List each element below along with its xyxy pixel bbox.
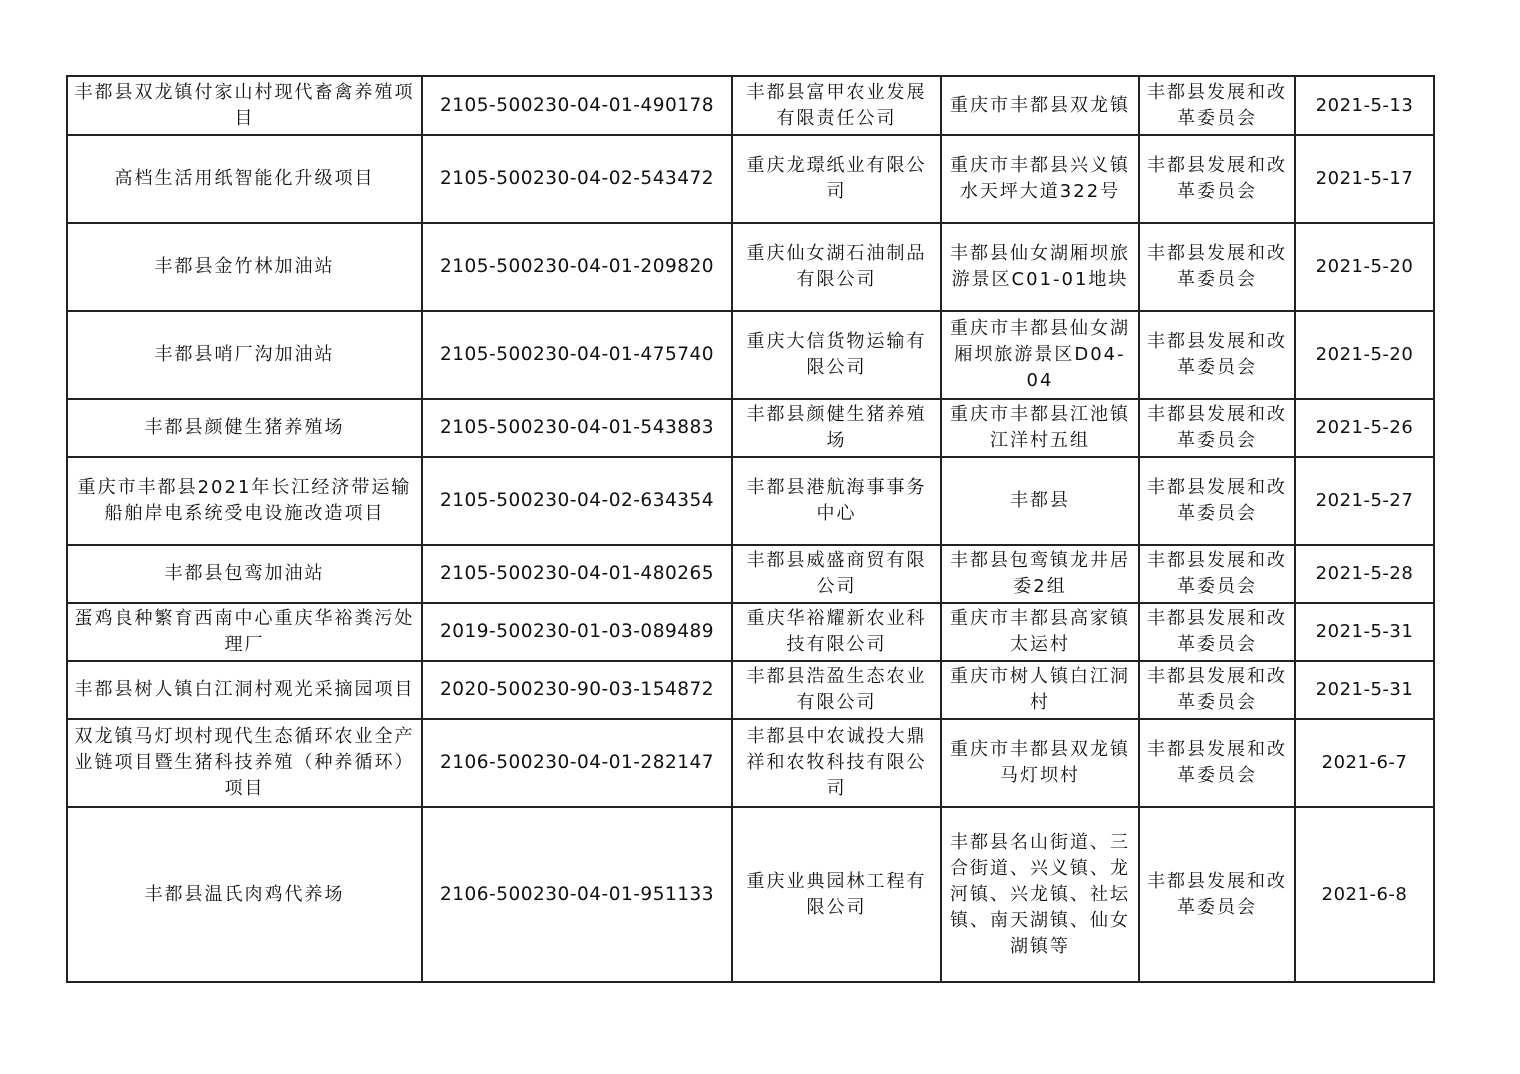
project-code-cell: 2105-500230-04-01-480265 <box>422 545 732 603</box>
company-cell: 丰都县浩盈生态农业有限公司 <box>732 661 941 719</box>
table-row <box>67 76 1434 135</box>
table-row <box>67 603 1434 661</box>
location-cell: 丰都县仙女湖厢坝旅游景区C01-01地块 <box>941 223 1139 311</box>
location-cell: 丰都县名山街道、三合街道、兴义镇、龙河镇、兴龙镇、社坛镇、南天湖镇、仙女湖镇等 <box>941 807 1139 982</box>
table-row <box>67 223 1434 311</box>
location-cell: 重庆市丰都县兴义镇水天坪大道322号 <box>941 135 1139 223</box>
table-row <box>67 399 1434 457</box>
company-cell: 丰都县中农诚投大鼎祥和农牧科技有限公司 <box>732 719 941 807</box>
project-name-cell: 丰都县树人镇白江洞村观光采摘园项目 <box>67 661 422 719</box>
location-cell: 重庆市丰都县仙女湖厢坝旅游景区D04-04 <box>941 311 1139 399</box>
project-table <box>66 75 1435 983</box>
authority-cell: 丰都县发展和改革委员会 <box>1139 807 1295 982</box>
table-row <box>67 807 1434 982</box>
table-row <box>67 661 1434 719</box>
project-name-cell: 丰都县颜健生猪养殖场 <box>67 399 422 457</box>
date-cell: 2021-5-31 <box>1295 603 1434 661</box>
authority-cell: 丰都县发展和改革委员会 <box>1139 135 1295 223</box>
project-name-cell: 丰都县温氏肉鸡代养场 <box>67 807 422 982</box>
company-cell: 重庆华裕耀新农业科技有限公司 <box>732 603 941 661</box>
table-row <box>67 457 1434 545</box>
project-code-cell: 2105-500230-04-01-475740 <box>422 311 732 399</box>
project-code-cell: 2105-500230-04-01-209820 <box>422 223 732 311</box>
location-cell: 重庆市丰都县高家镇太运村 <box>941 603 1139 661</box>
project-code-cell: 2105-500230-04-02-543472 <box>422 135 732 223</box>
location-cell: 重庆市丰都县江池镇江洋村五组 <box>941 399 1139 457</box>
company-cell: 丰都县威盛商贸有限公司 <box>732 545 941 603</box>
authority-cell: 丰都县发展和改革委员会 <box>1139 457 1295 545</box>
table-row <box>67 545 1434 603</box>
project-name-cell: 高档生活用纸智能化升级项目 <box>67 135 422 223</box>
company-cell: 丰都县富甲农业发展有限责任公司 <box>732 76 941 135</box>
authority-cell: 丰都县发展和改革委员会 <box>1139 661 1295 719</box>
location-cell: 重庆市树人镇白江洞村 <box>941 661 1139 719</box>
company-cell: 重庆仙女湖石油制品有限公司 <box>732 223 941 311</box>
project-code-cell: 2105-500230-04-01-490178 <box>422 76 732 135</box>
date-cell: 2021-5-31 <box>1295 661 1434 719</box>
project-name-cell: 双龙镇马灯坝村现代生态循环农业全产业链项目暨生猪科技养殖（种养循环）项目 <box>67 719 422 807</box>
date-cell: 2021-5-28 <box>1295 545 1434 603</box>
date-cell: 2021-5-17 <box>1295 135 1434 223</box>
company-cell: 重庆大信货物运输有限公司 <box>732 311 941 399</box>
company-cell: 丰都县港航海事事务中心 <box>732 457 941 545</box>
date-cell: 2021-5-20 <box>1295 223 1434 311</box>
date-cell: 2021-5-13 <box>1295 76 1434 135</box>
project-code-cell: 2106-500230-04-01-951133 <box>422 807 732 982</box>
authority-cell: 丰都县发展和改革委员会 <box>1139 76 1295 135</box>
date-cell: 2021-5-20 <box>1295 311 1434 399</box>
project-name-cell: 丰都县双龙镇付家山村现代畜禽养殖项目 <box>67 76 422 135</box>
location-cell: 丰都县包鸾镇龙井居委2组 <box>941 545 1139 603</box>
authority-cell: 丰都县发展和改革委员会 <box>1139 399 1295 457</box>
company-cell: 丰都县颜健生猪养殖场 <box>732 399 941 457</box>
project-name-cell: 丰都县金竹林加油站 <box>67 223 422 311</box>
project-name-cell: 丰都县包鸾加油站 <box>67 545 422 603</box>
location-cell: 重庆市丰都县双龙镇马灯坝村 <box>941 719 1139 807</box>
project-code-cell: 2105-500230-04-02-634354 <box>422 457 732 545</box>
project-code-cell: 2020-500230-90-03-154872 <box>422 661 732 719</box>
date-cell: 2021-6-7 <box>1295 719 1434 807</box>
location-cell: 重庆市丰都县双龙镇 <box>941 76 1139 135</box>
authority-cell: 丰都县发展和改革委员会 <box>1139 545 1295 603</box>
table-row <box>67 135 1434 223</box>
project-name-cell: 蛋鸡良种繁育西南中心重庆华裕粪污处理厂 <box>67 603 422 661</box>
project-code-cell: 2019-500230-01-03-089489 <box>422 603 732 661</box>
table-row <box>67 719 1434 807</box>
company-cell: 重庆业典园林工程有限公司 <box>732 807 941 982</box>
table-row <box>67 311 1434 399</box>
authority-cell: 丰都县发展和改革委员会 <box>1139 603 1295 661</box>
authority-cell: 丰都县发展和改革委员会 <box>1139 311 1295 399</box>
location-cell: 丰都县 <box>941 457 1139 545</box>
date-cell: 2021-6-8 <box>1295 807 1434 982</box>
company-cell: 重庆龙璟纸业有限公司 <box>732 135 941 223</box>
date-cell: 2021-5-27 <box>1295 457 1434 545</box>
project-code-cell: 2105-500230-04-01-543883 <box>422 399 732 457</box>
project-code-cell: 2106-500230-04-01-282147 <box>422 719 732 807</box>
project-name-cell: 重庆市丰都县2021年长江经济带运输船舶岸电系统受电设施改造项目 <box>67 457 422 545</box>
authority-cell: 丰都县发展和改革委员会 <box>1139 223 1295 311</box>
project-name-cell: 丰都县哨厂沟加油站 <box>67 311 422 399</box>
authority-cell: 丰都县发展和改革委员会 <box>1139 719 1295 807</box>
date-cell: 2021-5-26 <box>1295 399 1434 457</box>
